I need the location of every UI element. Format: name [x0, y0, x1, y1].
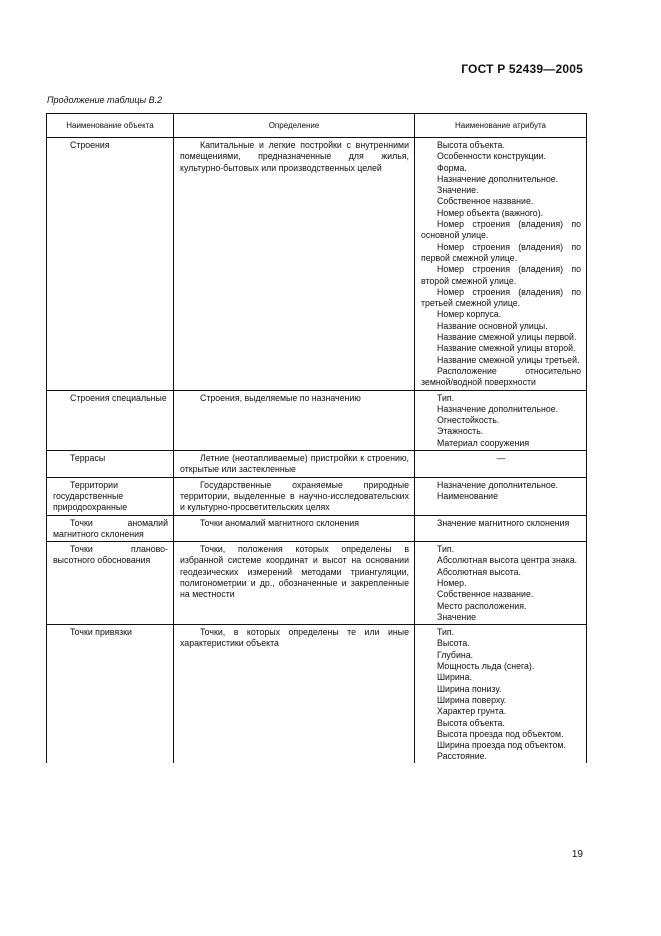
- attribute-line: Огнестойкость.: [437, 415, 500, 426]
- definition-cell: Точки аномалий магнитного склонения: [174, 515, 415, 542]
- attribute-line: Этажность.: [437, 426, 484, 437]
- definition-cell: Капитальные и легкие постройки с внутренними помещениями, предназначенные для жилья, культурно-бытовых или производственных целей: [174, 138, 415, 391]
- object-name-cell: Террасы: [47, 451, 174, 478]
- table-header-row: [47, 114, 587, 138]
- attribute-line: Ширина поверху.: [437, 694, 507, 705]
- attribute-cell: [415, 390, 587, 450]
- definition-cell: Точки, положения которых определены в избранной системе координат и высот на основании геодезических измерений методами триангуляции, полигонометрии и др., обозначенные и закрепленные на местности: [174, 542, 415, 625]
- attribute-line: Мощность льда (снега).: [437, 661, 535, 672]
- attribute-line: Наименование: [437, 490, 498, 501]
- attribute-line: Высота объекта.: [437, 717, 505, 728]
- attribute-cell: [415, 542, 587, 625]
- attribute-line: Особенности конструкции.: [437, 151, 546, 162]
- attribute-line: Материал сооружения: [437, 437, 530, 448]
- attribute-line: Назначение дополнительное.: [437, 173, 559, 184]
- attribute-line: Название смежной улицы первой.: [437, 332, 577, 343]
- attribute-line: Номер объекта (важного).: [437, 207, 544, 218]
- object-name-cell: Строения: [47, 138, 174, 391]
- attribute-line: Высота проезда под объектом.: [437, 728, 564, 739]
- attribute-line: Форма.: [437, 162, 467, 173]
- attribute-line: Расположение относительно земной/водной поверхности: [421, 365, 581, 388]
- attribute-line: Значение.: [437, 185, 479, 196]
- attribute-cell: [415, 625, 587, 763]
- table-row: [47, 451, 587, 478]
- attribute-line: Глубина.: [437, 649, 474, 660]
- definition-cell: Государственные охраняемые природные территории, выделенные в научно-исследовательских и культурно-просветительских целях: [174, 477, 415, 515]
- attribute-line: Ширина.: [437, 672, 472, 683]
- attribute-line: Собственное название.: [437, 589, 534, 600]
- attribute-line: Высота.: [437, 638, 470, 649]
- attribute-line: Номер корпуса.: [437, 309, 502, 320]
- attribute-line: Номер строения (владения) по основной улице.: [421, 219, 581, 241]
- attribute-line: Номер.: [437, 577, 467, 588]
- attribute-line: Абсолютная высота.: [437, 566, 521, 577]
- attribute-line: Расстояние.: [437, 751, 487, 762]
- attribute-line: Ширина понизу.: [437, 683, 502, 694]
- definition-cell: Летние (неотапливаемые) пристройки к строению, открытые или застекленные: [174, 451, 415, 478]
- table-row: [47, 542, 587, 625]
- attribute-cell: [415, 515, 587, 542]
- attribute-line: Название смежной улицы второй.: [437, 343, 576, 354]
- object-name-cell: Точки аномалий магнитного склонения: [47, 515, 174, 542]
- attribute-line: Собственное название.: [437, 196, 534, 207]
- column-header-attribute-name: Наименование атрибута: [415, 114, 587, 138]
- column-header-definition: Определение: [174, 114, 415, 138]
- attribute-line: Высота объекта.: [437, 140, 505, 150]
- attribute-line: Название смежной улицы третьей.: [437, 354, 580, 365]
- attribute-cell: [415, 451, 587, 478]
- attribute-line: Назначение дополнительное.: [437, 479, 559, 490]
- attribute-cell: [415, 138, 587, 391]
- attribute-line: Ширина проезда под объектом.: [437, 740, 566, 751]
- attribute-dash: —: [496, 453, 506, 464]
- object-name-cell: Точки планово-высотного обоснования: [47, 542, 174, 625]
- attribute-line: Характер грунта.: [437, 706, 507, 717]
- object-name-cell: Точки привязки: [47, 625, 174, 763]
- attribute-line: Тип.: [437, 627, 455, 638]
- attribute-line: Номер строения (владения) по второй смежной улице.: [421, 264, 581, 286]
- attribute-line: Абсолютная высота центра знака.: [437, 555, 578, 566]
- table-row: [47, 477, 587, 515]
- object-name-cell: Строения специальные: [47, 390, 174, 450]
- attribute-line: Тип.: [437, 544, 455, 555]
- attribute-line: Название основной улицы.: [437, 320, 548, 331]
- page-number: 19: [571, 849, 583, 860]
- table-row: [47, 138, 587, 391]
- attribute-cell: [415, 477, 587, 515]
- attribute-line: Номер строения (владения) по третьей смежной улице.: [421, 286, 581, 309]
- column-header-object-name: Наименование объекта: [47, 114, 174, 138]
- attribute-line: Значение магнитного склонения: [437, 517, 570, 528]
- table-row: [47, 515, 587, 542]
- attribute-line: Значение: [437, 611, 477, 622]
- attribute-line: Номер строения (владения) по первой смежной улице.: [421, 241, 581, 263]
- attribute-line: Место расположения.: [437, 600, 527, 611]
- table-row: [47, 625, 587, 763]
- attribute-line: Тип.: [437, 392, 455, 403]
- table-row: [47, 390, 587, 450]
- document-number: ГОСТ Р 52439—2005: [461, 62, 583, 76]
- definition-cell: Строения, выделяемые по назначению: [174, 390, 415, 450]
- table-caption: Продолжение таблицы В.2: [47, 95, 163, 105]
- object-name-cell: Территории государственные природоохранные: [47, 477, 174, 515]
- attributes-table: [46, 113, 587, 763]
- attribute-line: Назначение дополнительное.: [437, 403, 559, 414]
- definition-cell: Точки, в которых определены те или иные характеристики объекта: [174, 625, 415, 763]
